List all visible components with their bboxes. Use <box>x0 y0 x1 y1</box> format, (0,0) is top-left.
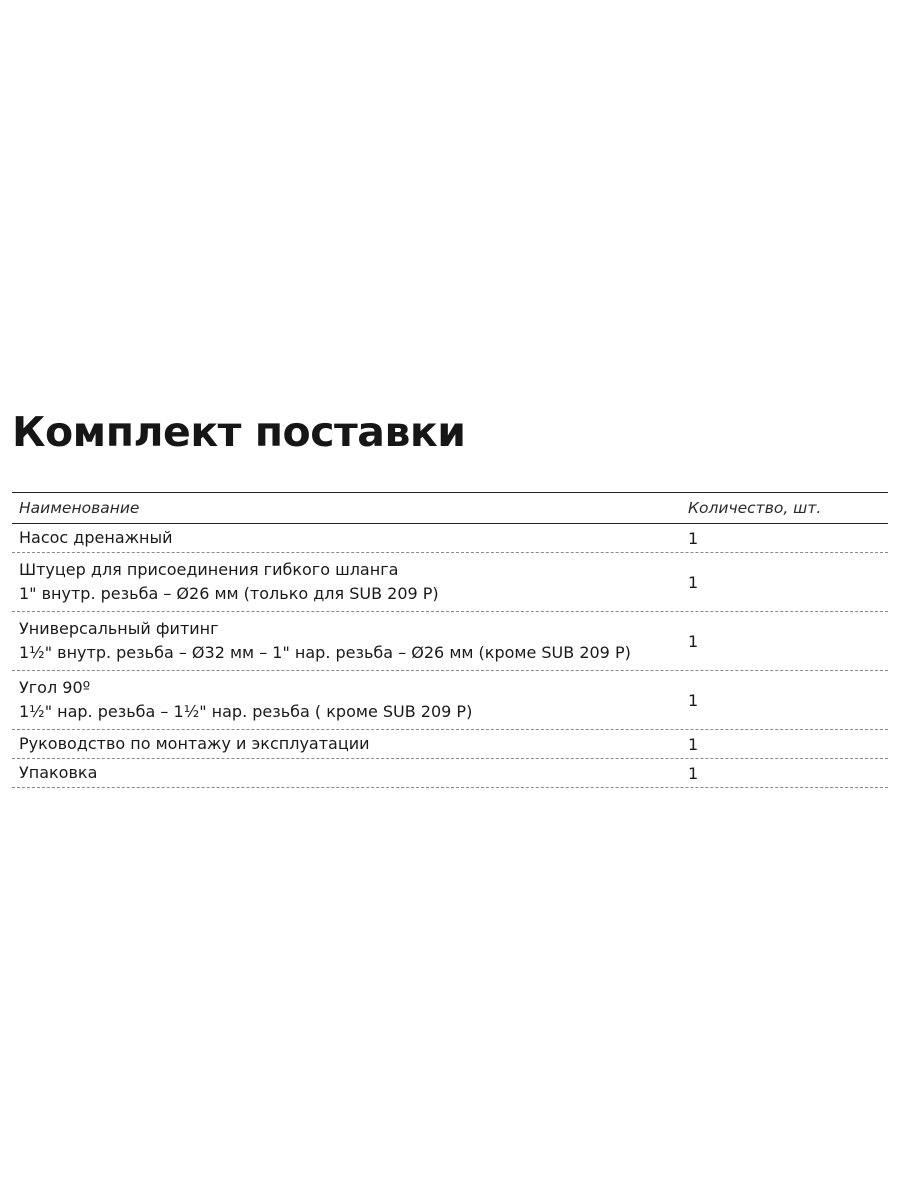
table-row <box>12 553 888 612</box>
table-row <box>12 759 888 788</box>
item-name-line: Универсальный фитинг <box>19 619 219 638</box>
item-name <box>12 526 680 550</box>
header-name: Наименование <box>19 499 140 517</box>
item-name-line: Штуцер для присоединения гибкого шланга <box>19 560 399 579</box>
item-detail-line: 1" внутр. резьба – Ø26 мм (только для SUB 209 P) <box>19 584 439 603</box>
table-row <box>12 730 888 759</box>
item-quantity: 1 <box>688 763 699 783</box>
item-quantity: 1 <box>688 572 699 592</box>
table-row <box>12 612 888 671</box>
item-name <box>12 732 680 756</box>
item-name-line: Упаковка <box>19 763 98 782</box>
table-row <box>12 524 888 553</box>
item-quantity: 1 <box>688 734 699 754</box>
page-title: Комплект поставки <box>12 408 466 456</box>
item-detail-line: 1½" внутр. резьба – Ø32 мм – 1" нар. резьба – Ø26 мм (кроме SUB 209 P) <box>19 643 631 662</box>
item-quantity: 1 <box>688 528 699 548</box>
delivery-set-table <box>12 492 888 788</box>
header-quantity: Количество, шт. <box>688 499 822 517</box>
item-name <box>12 761 680 785</box>
item-quantity: 1 <box>688 690 699 710</box>
table-header-row <box>12 493 888 524</box>
item-name-line: Руководство по монтажу и эксплуатации <box>19 734 370 753</box>
table-row <box>12 671 888 730</box>
item-name-line: Угол 90º <box>19 678 91 697</box>
item-name-line: Насос дренажный <box>19 528 173 547</box>
item-name <box>12 676 680 724</box>
item-name <box>12 617 680 665</box>
item-detail-line: 1½" нар. резьба – 1½" нар. резьба ( кроме SUB 209 P) <box>19 702 473 721</box>
item-quantity: 1 <box>688 631 699 651</box>
item-name <box>12 558 680 606</box>
